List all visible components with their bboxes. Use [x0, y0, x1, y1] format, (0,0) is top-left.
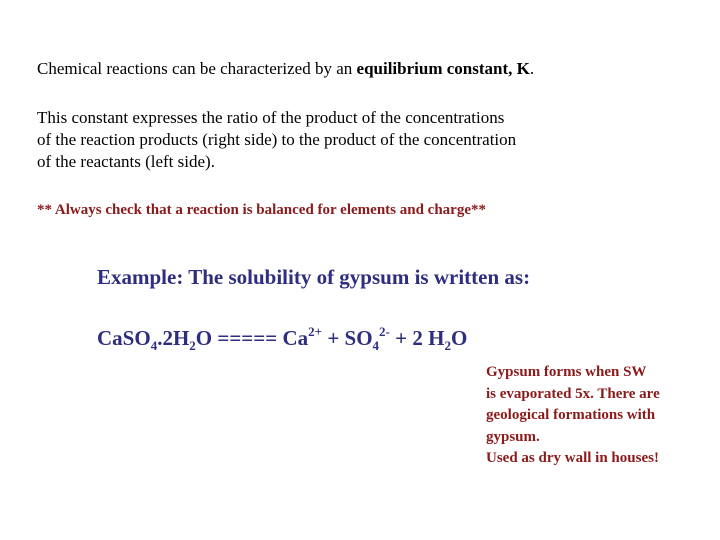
eq-plus-1: +	[322, 326, 345, 350]
eq-ca: Ca	[97, 326, 123, 350]
gypsum-equation	[97, 318, 467, 360]
note-line-5: Used as dry wall in houses!	[486, 450, 659, 466]
eq-so: SO	[122, 326, 151, 350]
eq-so-charge: 2-	[379, 324, 390, 339]
eq-dot-water: .2H	[157, 326, 190, 350]
eq-arrow: =====	[212, 326, 283, 350]
eq-water-sub: 2	[444, 338, 451, 353]
eq-plus-2: +	[389, 326, 413, 350]
example-heading: Example: The solubility of gypsum is written as:	[97, 265, 531, 289]
intro-term: equilibrium constant, K	[356, 59, 530, 78]
intro-sentence	[37, 58, 534, 80]
note-line-3: geological formations with	[486, 407, 656, 423]
eq-so-ion: SO	[344, 326, 373, 350]
gypsum-note	[486, 362, 660, 470]
eq-ca-ion: Ca	[282, 326, 309, 350]
ratio-line-1: This constant expresses the ratio of the product of the concentrations	[37, 108, 505, 127]
note-line-4: gypsum.	[486, 428, 540, 445]
balance-warning: ** Always check that a reaction is balanced for elements and charge**	[37, 202, 486, 218]
intro-prefix: Chemical reactions can be characterized by an	[37, 59, 357, 78]
note-line-1: Gypsum forms when SW	[486, 364, 647, 380]
eq-sub-4: 4	[150, 338, 158, 353]
ratio-paragraph	[37, 107, 516, 173]
eq-o: O	[195, 326, 213, 350]
ratio-line-2: of the reaction products (right side) to the product of the concentration	[37, 130, 517, 149]
ratio-line-3: of the reactants (left side).	[37, 152, 215, 171]
eq-water-o: O	[450, 326, 468, 350]
eq-so-sub: 4	[372, 338, 380, 353]
eq-water-coef: 2 H	[412, 326, 445, 350]
eq-ca-charge: 2+	[308, 324, 323, 339]
intro-suffix: .	[529, 59, 535, 78]
note-line-2: is evaporated 5x. There are	[486, 385, 660, 402]
eq-sub-2: 2	[189, 338, 196, 353]
